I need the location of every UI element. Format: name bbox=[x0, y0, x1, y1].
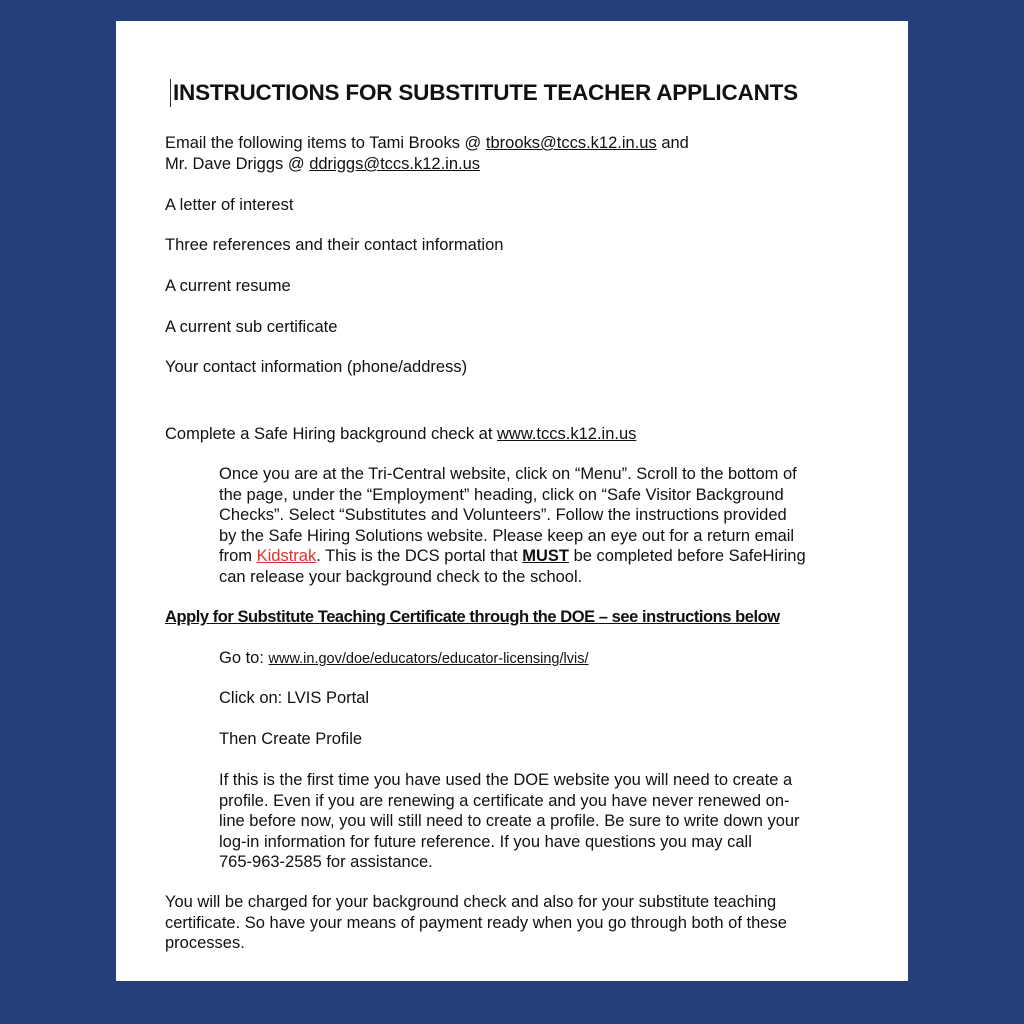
background-check-paragraph-line: by the Safe Hiring Solutions website. Please keep an eye out for a return email bbox=[219, 526, 795, 545]
background-check-paragraph-line: the page, under the “Employment” heading, click on “Safe Visitor Background bbox=[219, 485, 784, 504]
certificate-paragraph-line: 765-963-2585 for assistance. bbox=[219, 853, 433, 871]
goto-label: Go to: bbox=[219, 649, 269, 667]
certificate-paragraph-line: log-in information for future reference. If you have questions you may call bbox=[219, 832, 752, 851]
email-intro-text: Email the following items to Tami Brooks @ bbox=[165, 134, 486, 152]
create-profile-line: Then Create Profile bbox=[219, 730, 363, 748]
certificate-paragraph-line: line before now, you will still need to create a profile. Be sure to write down your bbox=[219, 812, 800, 830]
certificate-paragraph-line: If this is the first time you have used the DOE website you will need to create a bbox=[219, 771, 793, 789]
kidstrak-link[interactable]: Kidstrak bbox=[256, 547, 317, 565]
background-check-paragraph-line: Once you are at the Tri-Central website, click on “Menu”. Scroll to the bottom of bbox=[219, 465, 797, 483]
dcs-portal-text: . This is the DCS portal that bbox=[316, 547, 523, 565]
list-item: A current resume bbox=[165, 277, 291, 295]
closing-line: certificate. So have your means of payment ready when you go through both of these bbox=[165, 913, 787, 932]
must-emphasis: MUST bbox=[522, 547, 569, 565]
email-intro-line-1 bbox=[165, 133, 689, 154]
list-item: Your contact information (phone/address) bbox=[165, 358, 468, 376]
closing-line: processes. bbox=[165, 934, 245, 952]
list-item: A current sub certificate bbox=[165, 318, 338, 336]
closing-line: You will be charged for your background check and also for your substitute teaching bbox=[165, 893, 777, 911]
tbrooks-email-link[interactable]: tbrooks@tccs.k12.in.us bbox=[485, 134, 657, 152]
background-check-text: Complete a Safe Hiring background check at bbox=[165, 425, 498, 443]
goto-line bbox=[219, 648, 589, 670]
ddriggs-email-link[interactable]: ddriggs@tccs.k12.in.us bbox=[309, 155, 481, 173]
list-item: A letter of interest bbox=[165, 196, 294, 214]
background-check-intro bbox=[165, 424, 636, 445]
page-title: INSTRUCTIONS FOR SUBSTITUTE TEACHER APPLICANTS bbox=[170, 79, 798, 107]
click-on-line: Click on: LVIS Portal bbox=[219, 689, 370, 707]
doe-lvis-link[interactable]: www.in.gov/doe/educators/educator-licensing/lvis/ bbox=[268, 651, 589, 667]
email-intro-and: and bbox=[656, 134, 689, 152]
tccs-website-link[interactable]: www.tccs.k12.in.us bbox=[497, 425, 637, 443]
certificate-heading: Apply for Substitute Teaching Certificate through the DOE – see instructions below bbox=[165, 608, 780, 626]
completed-before-text: be completed before SafeHiring bbox=[569, 547, 806, 565]
background-check-paragraph-line: can release your background check to the school. bbox=[219, 567, 583, 586]
email-intro-line-2 bbox=[165, 154, 480, 175]
background-check-paragraph-line: Checks”. Select “Substitutes and Volunteers”. Follow the instructions provided bbox=[219, 506, 787, 524]
from-text: from bbox=[219, 547, 257, 565]
list-item: Three references and their contact information bbox=[165, 236, 504, 254]
certificate-paragraph-line: profile. Even if you are renewing a certificate and you have never renewed on- bbox=[219, 791, 790, 810]
document-page bbox=[116, 21, 908, 981]
email-intro-text-2: Mr. Dave Driggs @ bbox=[165, 155, 310, 173]
background-check-paragraph-line bbox=[219, 546, 806, 567]
